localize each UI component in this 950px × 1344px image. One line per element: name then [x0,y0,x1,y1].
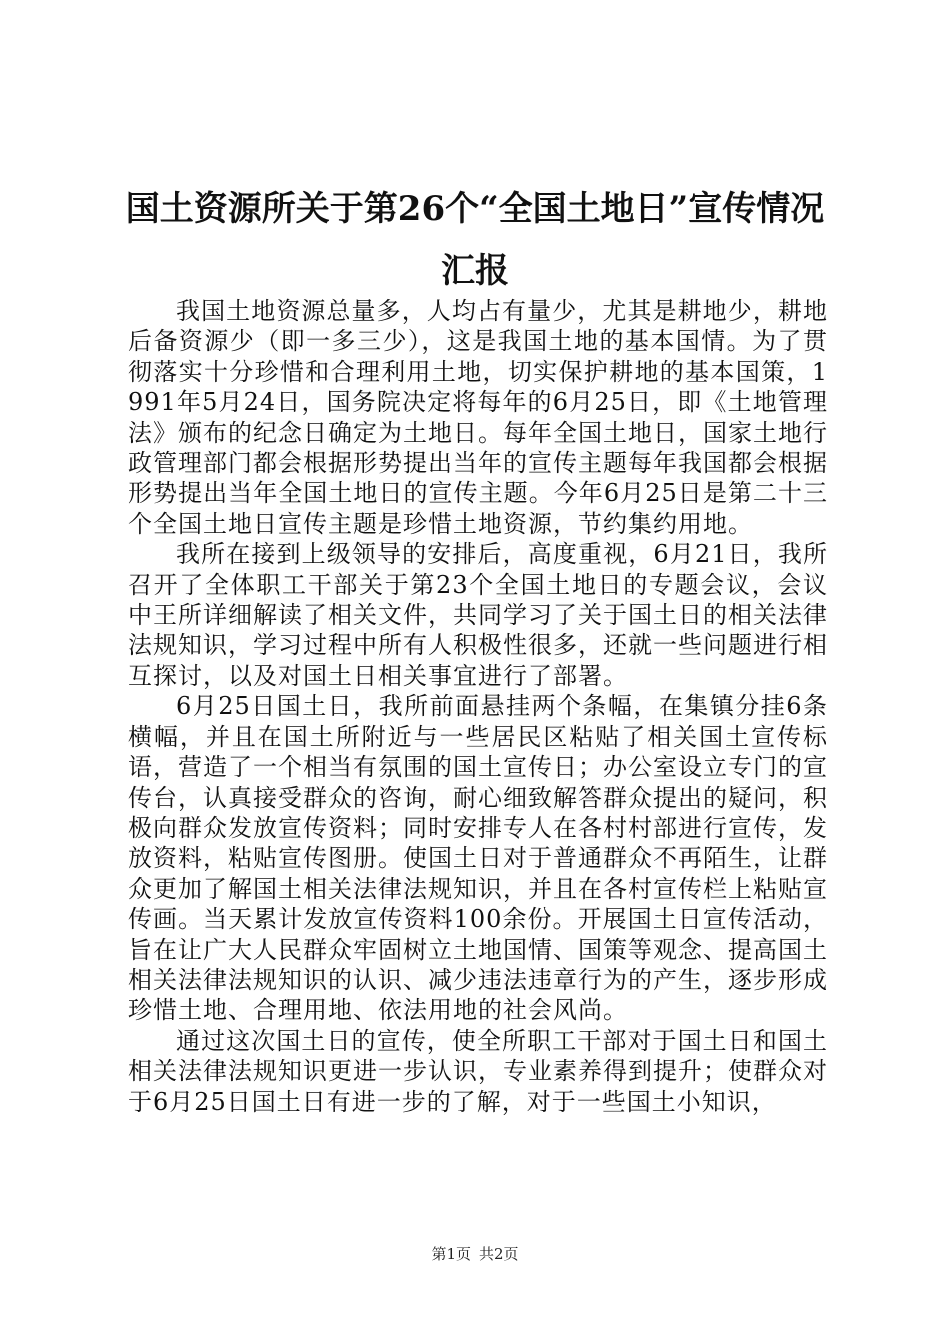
page-footer [0,1244,950,1264]
document-body [128,296,828,1117]
paragraph-3: 6月25日国土日，我所前面悬挂两个条幅，在集镇分挂6条横幅，并且在国土所附近与一些居民区粘贴了相关国土宣传标语，营造了一个相当有氛围的国土宣传日；办公室设立专门的宣传台，认真接受群众的咨询，耐心细致解答群众提出的疑问，积极向群众发放宣传资料；同时安排专人在各村村部进行宣传，发放资料，粘贴宣传图册。使国土日对于普通群众不再陌生，让群众更加了解国土相关法律法规知识，并且在各村宣传栏上粘贴宣传画。当天累计发放宣传资料100余份。开展国土日宣传活动，旨在让广大人民群众牢固树立土地国情、国策等观念、提高国土相关法律法规知识的认识、减少违法违章行为的产生，逐步形成珍惜土地、合理用地、依法用地的社会风尚。 [128,692,828,1025]
page-number-total: 共2页 [479,1245,519,1263]
paragraph-4: 通过这次国土日的宣传，使全所职工干部对于国土日和国土相关法律法规知识更进一步认识，专业素养得到提升；使群众对于6月25日国土日有进一步的了解，对于一些国土小知识， [128,1026,828,1116]
page-number-current: 第1页 [431,1245,471,1263]
paragraph-2: 我所在接到上级领导的安排后，高度重视，6月21日，我所召开了全体职工干部关于第23个全国土地日的专题会议，会议中王所详细解读了相关文件，共同学习了关于国土日的相关法律法规知识，学习过程中所有人积极性很多，还就一些问题进行相互探讨，以及对国土日相关事宜进行了部署。 [128,540,828,690]
document-title: 国土资源所关于第26个“全国土地日”宣传情况汇报 [125,189,825,291]
paragraph-1: 我国土地资源总量多，人均占有量少，尤其是耕地少，耕地后备资源少（即一多三少），这是我国土地的基本国情。为了贯彻落实十分珍惜和合理利用土地，切实保护耕地的基本国策，1991年5月24日，国务院决定将每年的6月25日，即《土地管理法》颁布的纪念日确定为土地日。每年全国土地日，国家土地行政管理部门都会根据形势提出当年的宣传主题每年我国都会根据形势提出当年全国土地日的宣传主题。今年6月25日是第二十三个全国土地日宣传主题是珍惜土地资源，节约集约用地。 [128,297,828,538]
